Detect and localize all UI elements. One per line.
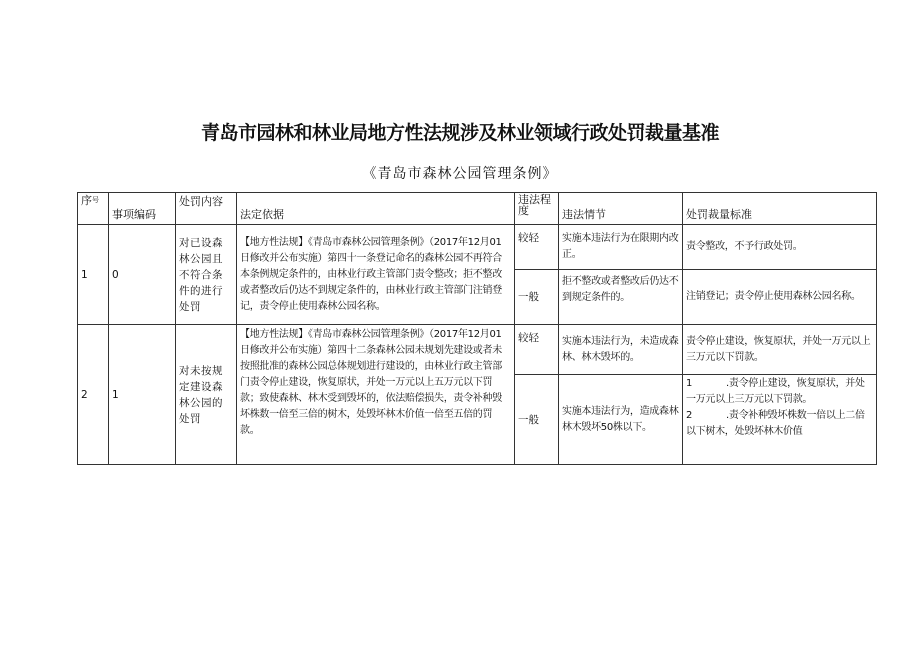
row1-content: 对已设森林公园且不符合条件的进行处罚 [176,225,237,325]
row2-seq: 2 [78,325,109,465]
standard-item [686,376,873,408]
standard-item-text: .责令补种毁坏株数一倍以上二倍以下树木，处毁坏林木价值 [686,410,865,437]
penalty-table [77,192,877,465]
row2-degree-1: 较轻 [515,325,559,375]
row2-basis: 【地方性法规】《青岛市森林公园管理条例》（2017年12月01日修改并公布实施）第四十二条森林公园未规划先建设或者未按照批准的森林公园总体规划进行建设的，由林业行政主管部门责令停止建设，恢复原状，并处一万元以上五万元以下罚款；致使森林、林木受到毁坏的，依法赔偿损失，责令补种毁坏株数一倍至三倍的树木，处毁坏林木价值一倍至五倍的罚款。 [237,325,515,465]
row2-circumstance-2: 实施本违法行为，造成森林林木毁坏50株以下。 [559,375,683,465]
row1-seq: 1 [78,225,109,325]
table-row [78,325,877,375]
header-circumstance: 违法情节 [559,193,683,225]
standard-item-num: 1 [686,378,693,389]
standard-item-text: .责令停止建设，恢复原状，并处一万元以上三万元以下罚款。 [686,378,865,405]
row2-standard-1: 责令停止建设，恢复原状，并处一万元以上三万元以下罚款。 [683,325,877,375]
table-row [78,225,877,270]
header-seq-sub: 号 [92,196,99,204]
header-standard: 处罚裁量标准 [683,193,877,225]
row1-circumstance-2: 拒不整改或者整改后仍达不到规定条件的。 [559,270,683,325]
row2-standard-2 [683,375,877,465]
row2-degree-2: 一般 [515,375,559,465]
header-seq: 序$^号$ [78,193,109,225]
standard-item-num: 2 [686,410,693,421]
header-basis: 法定依据 [237,193,515,225]
row1-degree-2: 一般 [515,270,559,325]
standard-item [686,408,873,440]
header-degree: 违法程度 [515,193,559,225]
row1-circumstance-1: 实施本违法行为在限期内改正。 [559,225,683,270]
row2-code: 1 [109,325,176,465]
row1-code: 0 [109,225,176,325]
header-row [78,193,877,225]
row1-standard-2: 注销登记；责令停止使用森林公园名称。 [683,270,877,325]
header-item-code: 事项编码 [109,193,176,225]
row1-basis: 【地方性法规】《青岛市森林公园管理条例》（2017年12月01日修改并公布实施）第四十一条登记命名的森林公园不再符合本条例规定条件的，由林业行政主管部门责令整改；拒不整改或者整改后仍达不到规定条件的，由林业行政主管部门注销登记，责令停止使用森林公园名称。 [237,225,515,325]
row1-standard-1: 责令整改，不予行政处罚。 [683,225,877,270]
row2-content: 对未按规定建设森林公园的处罚 [176,325,237,465]
row2-circumstance-1: 实施本违法行为，未造成森林、林木毁坏的。 [559,325,683,375]
header-content: 处罚内容 [176,193,237,225]
document-title: 青岛市园林和林业局地方性法规涉及林业领域行政处罚裁量基准 [200,122,719,144]
row1-degree-1: 较轻 [515,225,559,270]
document-subtitle: 《青岛市森林公园管理条例》 [362,166,558,182]
